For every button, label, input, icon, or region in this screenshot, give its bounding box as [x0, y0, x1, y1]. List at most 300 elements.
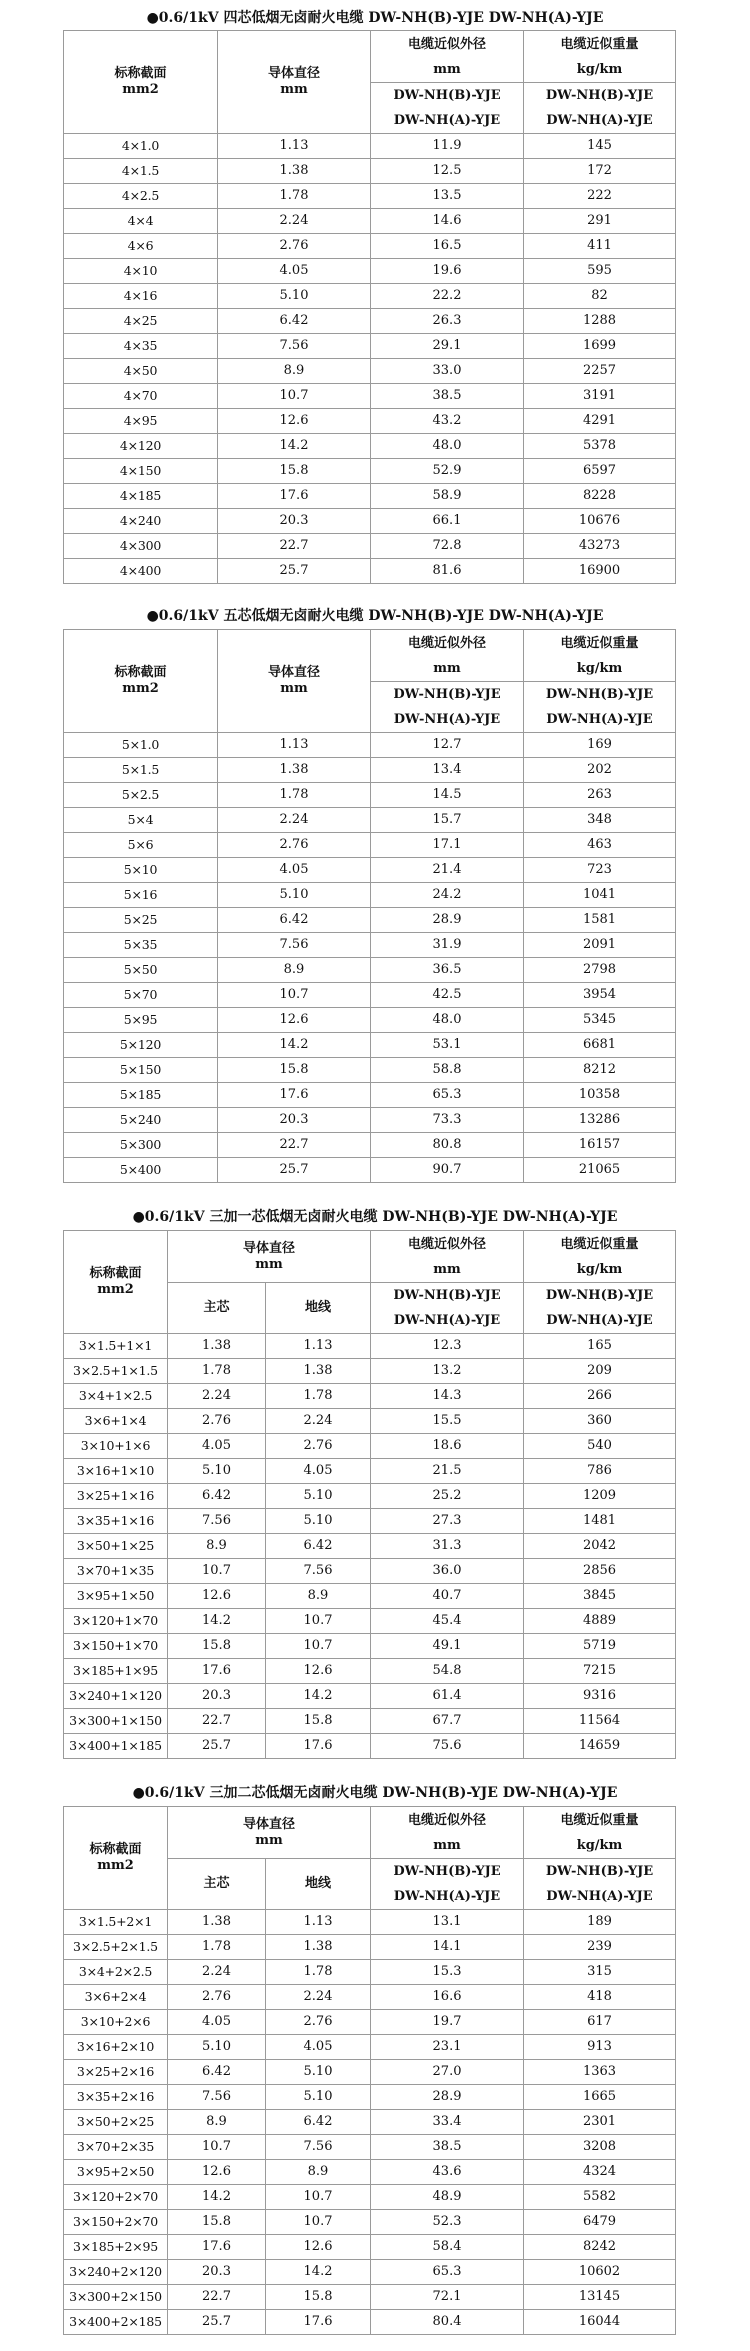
- cell-outer-diameter: 36.0: [371, 1559, 524, 1584]
- cell-section: 4×4: [64, 209, 218, 234]
- cell-section: 3×2.5+2×1.5: [64, 1935, 168, 1960]
- cell-section: 3×50+1×25: [64, 1534, 168, 1559]
- cell-section: 4×10: [64, 259, 218, 284]
- table-row: [64, 1384, 676, 1409]
- table-row: [64, 1985, 676, 2010]
- cell-section: 4×120: [64, 434, 218, 459]
- cell-weight: 5582: [524, 2185, 676, 2210]
- cell-conductor: 1.78: [218, 783, 371, 808]
- cell-main-core: 22.7: [168, 2285, 266, 2310]
- cell-outer-diameter: 15.7: [371, 808, 524, 833]
- cell-main-core: 15.8: [168, 2210, 266, 2235]
- table-row: [64, 808, 676, 833]
- table-row: [64, 783, 676, 808]
- cell-main-core: 8.9: [168, 1534, 266, 1559]
- cell-section: 5×95: [64, 1008, 218, 1033]
- cell-outer-diameter: 13.5: [371, 184, 524, 209]
- cell-outer-diameter: 33.4: [371, 2110, 524, 2135]
- cell-weight: 3208: [524, 2135, 676, 2160]
- table-row: [64, 1659, 676, 1684]
- cell-weight: 2042: [524, 1534, 676, 1559]
- header-models-diameter: DW-NH(B)-YJE DW-NH(A)-YJE: [371, 83, 524, 134]
- header-weight: 电缆近似重量 kg/km: [524, 630, 676, 682]
- cell-weight: 1363: [524, 2060, 676, 2085]
- cell-weight: 21065: [524, 1158, 676, 1183]
- cell-main-core: 4.05: [168, 1434, 266, 1459]
- cell-section: 5×400: [64, 1158, 218, 1183]
- cell-weight: 1665: [524, 2085, 676, 2110]
- table-row: [64, 2285, 676, 2310]
- cell-outer-diameter: 31.3: [371, 1534, 524, 1559]
- table-row: [64, 1684, 676, 1709]
- cell-outer-diameter: 48.9: [371, 2185, 524, 2210]
- cell-ground-wire: 1.13: [266, 1910, 371, 1935]
- cell-section: 3×150+2×70: [64, 2210, 168, 2235]
- table-row: [64, 1459, 676, 1484]
- cell-conductor: 2.24: [218, 209, 371, 234]
- cell-outer-diameter: 14.1: [371, 1935, 524, 1960]
- cell-section: 3×95+1×50: [64, 1584, 168, 1609]
- cell-ground-wire: 10.7: [266, 1634, 371, 1659]
- table-row: [64, 2310, 676, 2335]
- cell-weight: 8228: [524, 484, 676, 509]
- cell-conductor: 1.38: [218, 159, 371, 184]
- cell-weight: 5345: [524, 1008, 676, 1033]
- cell-outer-diameter: 27.3: [371, 1509, 524, 1534]
- cell-weight: 1481: [524, 1509, 676, 1534]
- table-row: [64, 2010, 676, 2035]
- table-row: [64, 1559, 676, 1584]
- cell-section: 3×400+1×185: [64, 1734, 168, 1759]
- cell-outer-diameter: 22.2: [371, 284, 524, 309]
- cell-outer-diameter: 38.5: [371, 2135, 524, 2160]
- cell-ground-wire: 15.8: [266, 2285, 371, 2310]
- cell-ground-wire: 2.24: [266, 1985, 371, 2010]
- cell-ground-wire: 2.24: [266, 1409, 371, 1434]
- cell-section: 3×10+1×6: [64, 1434, 168, 1459]
- cell-ground-wire: 1.78: [266, 1960, 371, 1985]
- header-models-weight: DW-NH(B)-YJE DW-NH(A)-YJE: [524, 1859, 676, 1910]
- table-row: [64, 534, 676, 559]
- header-section: 标称截面 mm2: [64, 1807, 168, 1910]
- cell-outer-diameter: 58.4: [371, 2235, 524, 2260]
- table-1-title: ●0.6/1kV 四芯低烟无卤耐火电缆 DW-NH(B)-YJE DW-NH(A)-YJE: [146, 10, 604, 26]
- cell-outer-diameter: 61.4: [371, 1684, 524, 1709]
- cell-main-core: 2.76: [168, 1409, 266, 1434]
- cell-section: 3×16+2×10: [64, 2035, 168, 2060]
- cell-weight: 315: [524, 1960, 676, 1985]
- cell-section: 3×35+2×16: [64, 2085, 168, 2110]
- table-row: [64, 1534, 676, 1559]
- cell-section: 5×35: [64, 933, 218, 958]
- cell-section: 4×185: [64, 484, 218, 509]
- cell-conductor: 25.7: [218, 1158, 371, 1183]
- cell-weight: 595: [524, 259, 676, 284]
- cell-outer-diameter: 90.7: [371, 1158, 524, 1183]
- table-row: [64, 1158, 676, 1183]
- table-row: [64, 434, 676, 459]
- cell-weight: 239: [524, 1935, 676, 1960]
- table-4-title: ●0.6/1kV 三加二芯低烟无卤耐火电缆 DW-NH(B)-YJE DW-NH(A)-YJE: [132, 1785, 618, 1801]
- cell-weight: 5719: [524, 1634, 676, 1659]
- cell-section: 3×400+2×185: [64, 2310, 168, 2335]
- cell-weight: 2856: [524, 1559, 676, 1584]
- header-ground-wire: 地线: [266, 1859, 371, 1910]
- table-row: [64, 309, 676, 334]
- cell-section: 5×4: [64, 808, 218, 833]
- cell-section: 3×300+1×150: [64, 1709, 168, 1734]
- header-section: 标称截面 mm2: [64, 1231, 168, 1334]
- cell-weight: 463: [524, 833, 676, 858]
- cell-conductor: 12.6: [218, 1008, 371, 1033]
- table-row: [64, 2235, 676, 2260]
- cell-ground-wire: 8.9: [266, 2160, 371, 2185]
- cell-outer-diameter: 72.8: [371, 534, 524, 559]
- cell-section: 3×240+2×120: [64, 2260, 168, 2285]
- cell-weight: 11564: [524, 1709, 676, 1734]
- cell-ground-wire: 1.38: [266, 1935, 371, 1960]
- cell-outer-diameter: 15.5: [371, 1409, 524, 1434]
- cell-section: 5×6: [64, 833, 218, 858]
- cell-conductor: 4.05: [218, 259, 371, 284]
- cell-outer-diameter: 19.7: [371, 2010, 524, 2035]
- cell-section: 3×50+2×25: [64, 2110, 168, 2135]
- table-row: [64, 1033, 676, 1058]
- cell-weight: 43273: [524, 534, 676, 559]
- cell-ground-wire: 15.8: [266, 1709, 371, 1734]
- cell-weight: 10676: [524, 509, 676, 534]
- cell-weight: 13145: [524, 2285, 676, 2310]
- cell-ground-wire: 5.10: [266, 2085, 371, 2110]
- header-diameter: 电缆近似外径 mm: [371, 1807, 524, 1859]
- cell-section: 3×70+1×35: [64, 1559, 168, 1584]
- cell-outer-diameter: 42.5: [371, 983, 524, 1008]
- cell-conductor: 17.6: [218, 1083, 371, 1108]
- cell-outer-diameter: 26.3: [371, 309, 524, 334]
- cell-outer-diameter: 12.3: [371, 1334, 524, 1359]
- table-row: [64, 2135, 676, 2160]
- cell-conductor: 2.76: [218, 234, 371, 259]
- cell-conductor: 1.13: [218, 733, 371, 758]
- header-models-weight: DW-NH(B)-YJE DW-NH(A)-YJE: [524, 682, 676, 733]
- cell-outer-diameter: 21.5: [371, 1459, 524, 1484]
- cell-section: 5×2.5: [64, 783, 218, 808]
- cell-ground-wire: 12.6: [266, 2235, 371, 2260]
- cell-weight: 786: [524, 1459, 676, 1484]
- cell-conductor: 5.10: [218, 883, 371, 908]
- cell-ground-wire: 7.56: [266, 1559, 371, 1584]
- cell-outer-diameter: 58.9: [371, 484, 524, 509]
- cell-weight: 2257: [524, 359, 676, 384]
- table-row: [64, 2085, 676, 2110]
- cell-conductor: 5.10: [218, 284, 371, 309]
- cell-weight: 3845: [524, 1584, 676, 1609]
- header-main-core: 主芯: [168, 1859, 266, 1910]
- cell-outer-diameter: 11.9: [371, 134, 524, 159]
- cell-section: 4×240: [64, 509, 218, 534]
- header-conductor: 导体直径 mm: [218, 630, 371, 733]
- table-row: [64, 1709, 676, 1734]
- header-diameter: 电缆近似外径 mm: [371, 1231, 524, 1283]
- cell-weight: 1041: [524, 883, 676, 908]
- cell-main-core: 17.6: [168, 1659, 266, 1684]
- cell-ground-wire: 4.05: [266, 1459, 371, 1484]
- header-models-diameter: DW-NH(B)-YJE DW-NH(A)-YJE: [371, 1283, 524, 1334]
- cell-weight: 418: [524, 1985, 676, 2010]
- cell-section: 5×1.5: [64, 758, 218, 783]
- cell-weight: 540: [524, 1434, 676, 1459]
- cell-main-core: 8.9: [168, 2110, 266, 2135]
- cell-section: 3×240+1×120: [64, 1684, 168, 1709]
- table-row: [64, 2260, 676, 2285]
- cell-weight: 617: [524, 2010, 676, 2035]
- cell-section: 4×2.5: [64, 184, 218, 209]
- cell-weight: 913: [524, 2035, 676, 2060]
- cell-conductor: 22.7: [218, 1133, 371, 1158]
- cell-section: 3×300+2×150: [64, 2285, 168, 2310]
- table-row: [64, 1083, 676, 1108]
- cell-conductor: 4.05: [218, 858, 371, 883]
- cell-section: 4×300: [64, 534, 218, 559]
- table-row: [64, 1509, 676, 1534]
- cell-ground-wire: 7.56: [266, 2135, 371, 2160]
- header-main-core: 主芯: [168, 1283, 266, 1334]
- cell-weight: 4889: [524, 1609, 676, 1634]
- table-row: [64, 1960, 676, 1985]
- cell-ground-wire: 2.76: [266, 2010, 371, 2035]
- cell-weight: 1581: [524, 908, 676, 933]
- cell-weight: 82: [524, 284, 676, 309]
- cell-weight: 10602: [524, 2260, 676, 2285]
- cell-conductor: 20.3: [218, 509, 371, 534]
- cell-outer-diameter: 45.4: [371, 1609, 524, 1634]
- cell-main-core: 7.56: [168, 2085, 266, 2110]
- table-row: [64, 1935, 676, 1960]
- cell-section: 5×70: [64, 983, 218, 1008]
- cell-section: 4×400: [64, 559, 218, 584]
- cell-weight: 348: [524, 808, 676, 833]
- cell-conductor: 6.42: [218, 309, 371, 334]
- table-row: [64, 384, 676, 409]
- table-row: [64, 2035, 676, 2060]
- cell-weight: 6597: [524, 459, 676, 484]
- cell-outer-diameter: 13.2: [371, 1359, 524, 1384]
- cell-outer-diameter: 43.2: [371, 409, 524, 434]
- cell-outer-diameter: 12.7: [371, 733, 524, 758]
- cell-outer-diameter: 52.9: [371, 459, 524, 484]
- table-row: [64, 1108, 676, 1133]
- cell-conductor: 25.7: [218, 559, 371, 584]
- cell-conductor: 8.9: [218, 359, 371, 384]
- cell-section: 4×25: [64, 309, 218, 334]
- cell-main-core: 14.2: [168, 1609, 266, 1634]
- cell-section: 5×50: [64, 958, 218, 983]
- cell-main-core: 10.7: [168, 2135, 266, 2160]
- cell-weight: 16157: [524, 1133, 676, 1158]
- cell-main-core: 2.24: [168, 1960, 266, 1985]
- cell-section: 5×16: [64, 883, 218, 908]
- table-row: [64, 2185, 676, 2210]
- cell-conductor: 10.7: [218, 384, 371, 409]
- cell-main-core: 15.8: [168, 1634, 266, 1659]
- cell-weight: 209: [524, 1359, 676, 1384]
- cell-outer-diameter: 72.1: [371, 2285, 524, 2310]
- table-row: [64, 1634, 676, 1659]
- header-weight: 电缆近似重量 kg/km: [524, 1231, 676, 1283]
- table-row: [64, 1008, 676, 1033]
- table-1: [63, 30, 676, 584]
- cell-weight: 16044: [524, 2310, 676, 2335]
- cell-ground-wire: 8.9: [266, 1584, 371, 1609]
- cell-outer-diameter: 58.8: [371, 1058, 524, 1083]
- cell-conductor: 7.56: [218, 334, 371, 359]
- cell-outer-diameter: 65.3: [371, 2260, 524, 2285]
- header-diameter: 电缆近似外径 mm: [371, 630, 524, 682]
- cell-outer-diameter: 65.3: [371, 1083, 524, 1108]
- cell-section: 3×10+2×6: [64, 2010, 168, 2035]
- table-row: [64, 983, 676, 1008]
- cell-weight: 16900: [524, 559, 676, 584]
- cell-main-core: 10.7: [168, 1559, 266, 1584]
- table-row: [64, 1734, 676, 1759]
- cell-weight: 723: [524, 858, 676, 883]
- cell-weight: 4291: [524, 409, 676, 434]
- table-row: [64, 2210, 676, 2235]
- cell-weight: 360: [524, 1409, 676, 1434]
- cell-weight: 1288: [524, 309, 676, 334]
- cell-outer-diameter: 80.8: [371, 1133, 524, 1158]
- cell-conductor: 7.56: [218, 933, 371, 958]
- cell-ground-wire: 14.2: [266, 1684, 371, 1709]
- table-row: [64, 409, 676, 434]
- cell-main-core: 6.42: [168, 2060, 266, 2085]
- cell-weight: 9316: [524, 1684, 676, 1709]
- cell-conductor: 6.42: [218, 908, 371, 933]
- table-3-title: ●0.6/1kV 三加一芯低烟无卤耐火电缆 DW-NH(B)-YJE DW-NH(A)-YJE: [132, 1209, 618, 1225]
- cell-outer-diameter: 66.1: [371, 509, 524, 534]
- cell-main-core: 20.3: [168, 2260, 266, 2285]
- cell-section: 4×150: [64, 459, 218, 484]
- cell-ground-wire: 6.42: [266, 1534, 371, 1559]
- cell-weight: 202: [524, 758, 676, 783]
- cell-weight: 4324: [524, 2160, 676, 2185]
- table-3: [63, 1230, 676, 1759]
- table-row: [64, 1484, 676, 1509]
- cell-section: 3×35+1×16: [64, 1509, 168, 1534]
- cell-outer-diameter: 31.9: [371, 933, 524, 958]
- cell-outer-diameter: 27.0: [371, 2060, 524, 2085]
- cell-weight: 5378: [524, 434, 676, 459]
- cell-main-core: 1.78: [168, 1359, 266, 1384]
- cell-main-core: 25.7: [168, 2310, 266, 2335]
- cell-ground-wire: 10.7: [266, 1609, 371, 1634]
- cell-ground-wire: 5.10: [266, 1509, 371, 1534]
- cell-section: 4×35: [64, 334, 218, 359]
- cell-outer-diameter: 38.5: [371, 384, 524, 409]
- table-row: [64, 259, 676, 284]
- cell-weight: 263: [524, 783, 676, 808]
- cell-outer-diameter: 75.6: [371, 1734, 524, 1759]
- cell-ground-wire: 17.6: [266, 2310, 371, 2335]
- table-2: [63, 629, 676, 1183]
- cell-section: 4×1.0: [64, 134, 218, 159]
- cell-main-core: 12.6: [168, 1584, 266, 1609]
- cell-section: 4×1.5: [64, 159, 218, 184]
- cell-main-core: 2.76: [168, 1985, 266, 2010]
- cell-outer-diameter: 16.5: [371, 234, 524, 259]
- cell-main-core: 7.56: [168, 1509, 266, 1534]
- cell-weight: 165: [524, 1334, 676, 1359]
- header-conductor: 导体直径 mm: [218, 31, 371, 134]
- table-row: [64, 833, 676, 858]
- table-row: [64, 284, 676, 309]
- header-conductor: 导体直径 mm: [168, 1231, 371, 1283]
- cell-ground-wire: 10.7: [266, 2185, 371, 2210]
- cell-section: 3×120+1×70: [64, 1609, 168, 1634]
- cell-section: 4×95: [64, 409, 218, 434]
- header-conductor: 导体直径 mm: [168, 1807, 371, 1859]
- header-models-diameter: DW-NH(B)-YJE DW-NH(A)-YJE: [371, 1859, 524, 1910]
- cell-section: 3×95+2×50: [64, 2160, 168, 2185]
- cell-outer-diameter: 29.1: [371, 334, 524, 359]
- cell-conductor: 22.7: [218, 534, 371, 559]
- table-row: [64, 2160, 676, 2185]
- cell-outer-diameter: 13.1: [371, 1910, 524, 1935]
- cell-conductor: 1.13: [218, 134, 371, 159]
- cell-weight: 291: [524, 209, 676, 234]
- table-row: [64, 908, 676, 933]
- cell-section: 3×2.5+1×1.5: [64, 1359, 168, 1384]
- cell-main-core: 5.10: [168, 1459, 266, 1484]
- cell-section: 5×1.0: [64, 733, 218, 758]
- cell-conductor: 20.3: [218, 1108, 371, 1133]
- cell-outer-diameter: 43.6: [371, 2160, 524, 2185]
- cell-outer-diameter: 14.3: [371, 1384, 524, 1409]
- table-row: [64, 184, 676, 209]
- cell-outer-diameter: 13.4: [371, 758, 524, 783]
- cell-section: 3×185+1×95: [64, 1659, 168, 1684]
- cell-outer-diameter: 52.3: [371, 2210, 524, 2235]
- table-row: [64, 883, 676, 908]
- cell-weight: 1699: [524, 334, 676, 359]
- cell-weight: 1209: [524, 1484, 676, 1509]
- header-models-weight: DW-NH(B)-YJE DW-NH(A)-YJE: [524, 1283, 676, 1334]
- table-row: [64, 2060, 676, 2085]
- cell-section: 5×185: [64, 1083, 218, 1108]
- table-row: [64, 1584, 676, 1609]
- cell-outer-diameter: 19.6: [371, 259, 524, 284]
- table-row: [64, 858, 676, 883]
- cell-ground-wire: 1.38: [266, 1359, 371, 1384]
- cell-main-core: 1.78: [168, 1935, 266, 1960]
- cell-ground-wire: 6.42: [266, 2110, 371, 2135]
- cell-section: 3×70+2×35: [64, 2135, 168, 2160]
- cell-outer-diameter: 28.9: [371, 908, 524, 933]
- cell-conductor: 1.38: [218, 758, 371, 783]
- cell-outer-diameter: 14.5: [371, 783, 524, 808]
- cell-section: 5×25: [64, 908, 218, 933]
- cell-weight: 7215: [524, 1659, 676, 1684]
- cell-outer-diameter: 23.1: [371, 2035, 524, 2060]
- cell-conductor: 17.6: [218, 484, 371, 509]
- cell-outer-diameter: 16.6: [371, 1985, 524, 2010]
- table-row: [64, 2110, 676, 2135]
- header-section: 标称截面 mm2: [64, 31, 218, 134]
- table-row: [64, 559, 676, 584]
- cell-conductor: 15.8: [218, 459, 371, 484]
- table-row: [64, 234, 676, 259]
- cell-conductor: 1.78: [218, 184, 371, 209]
